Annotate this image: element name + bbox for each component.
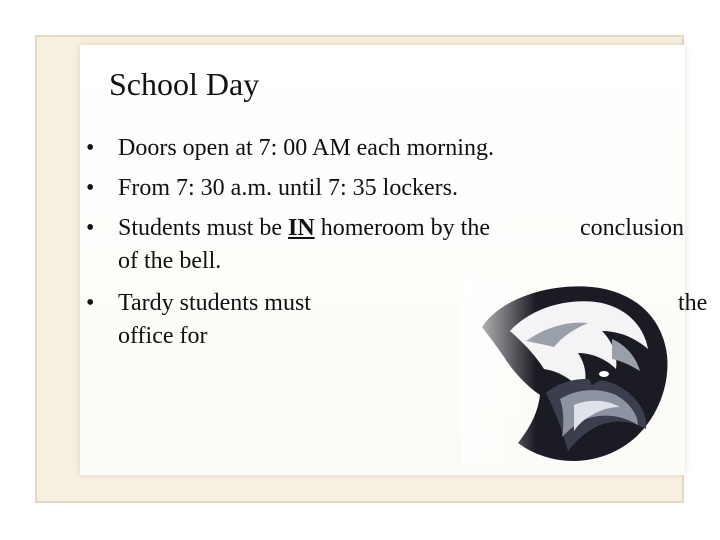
bullet-text-part: Students must be — [118, 215, 289, 241]
bullet-dot: • — [86, 135, 95, 161]
bullet-text-part: the — [678, 290, 708, 316]
bullet-text-part: conclusion — [580, 215, 684, 241]
bullet-text-part: homeroom by the — [314, 215, 490, 241]
emphasis-text: IN — [288, 215, 315, 241]
bullet-text: Doors open at 7: 00 AM each morning. — [118, 135, 494, 161]
eagle-mascot-icon — [462, 275, 674, 465]
bullet-dot: • — [86, 215, 95, 241]
bullet-text: Tardy students must — [118, 290, 311, 316]
bullet-text — [118, 212, 490, 244]
bullet-text: From 7: 30 a.m. until 7: 35 lockers. — [118, 175, 458, 201]
bullet-text: office for — [118, 323, 208, 349]
bullet-dot: • — [86, 175, 95, 201]
slide-title: School Day — [109, 66, 260, 102]
bullet-dot: • — [86, 290, 95, 316]
bullet-text: of the bell. — [118, 248, 222, 274]
